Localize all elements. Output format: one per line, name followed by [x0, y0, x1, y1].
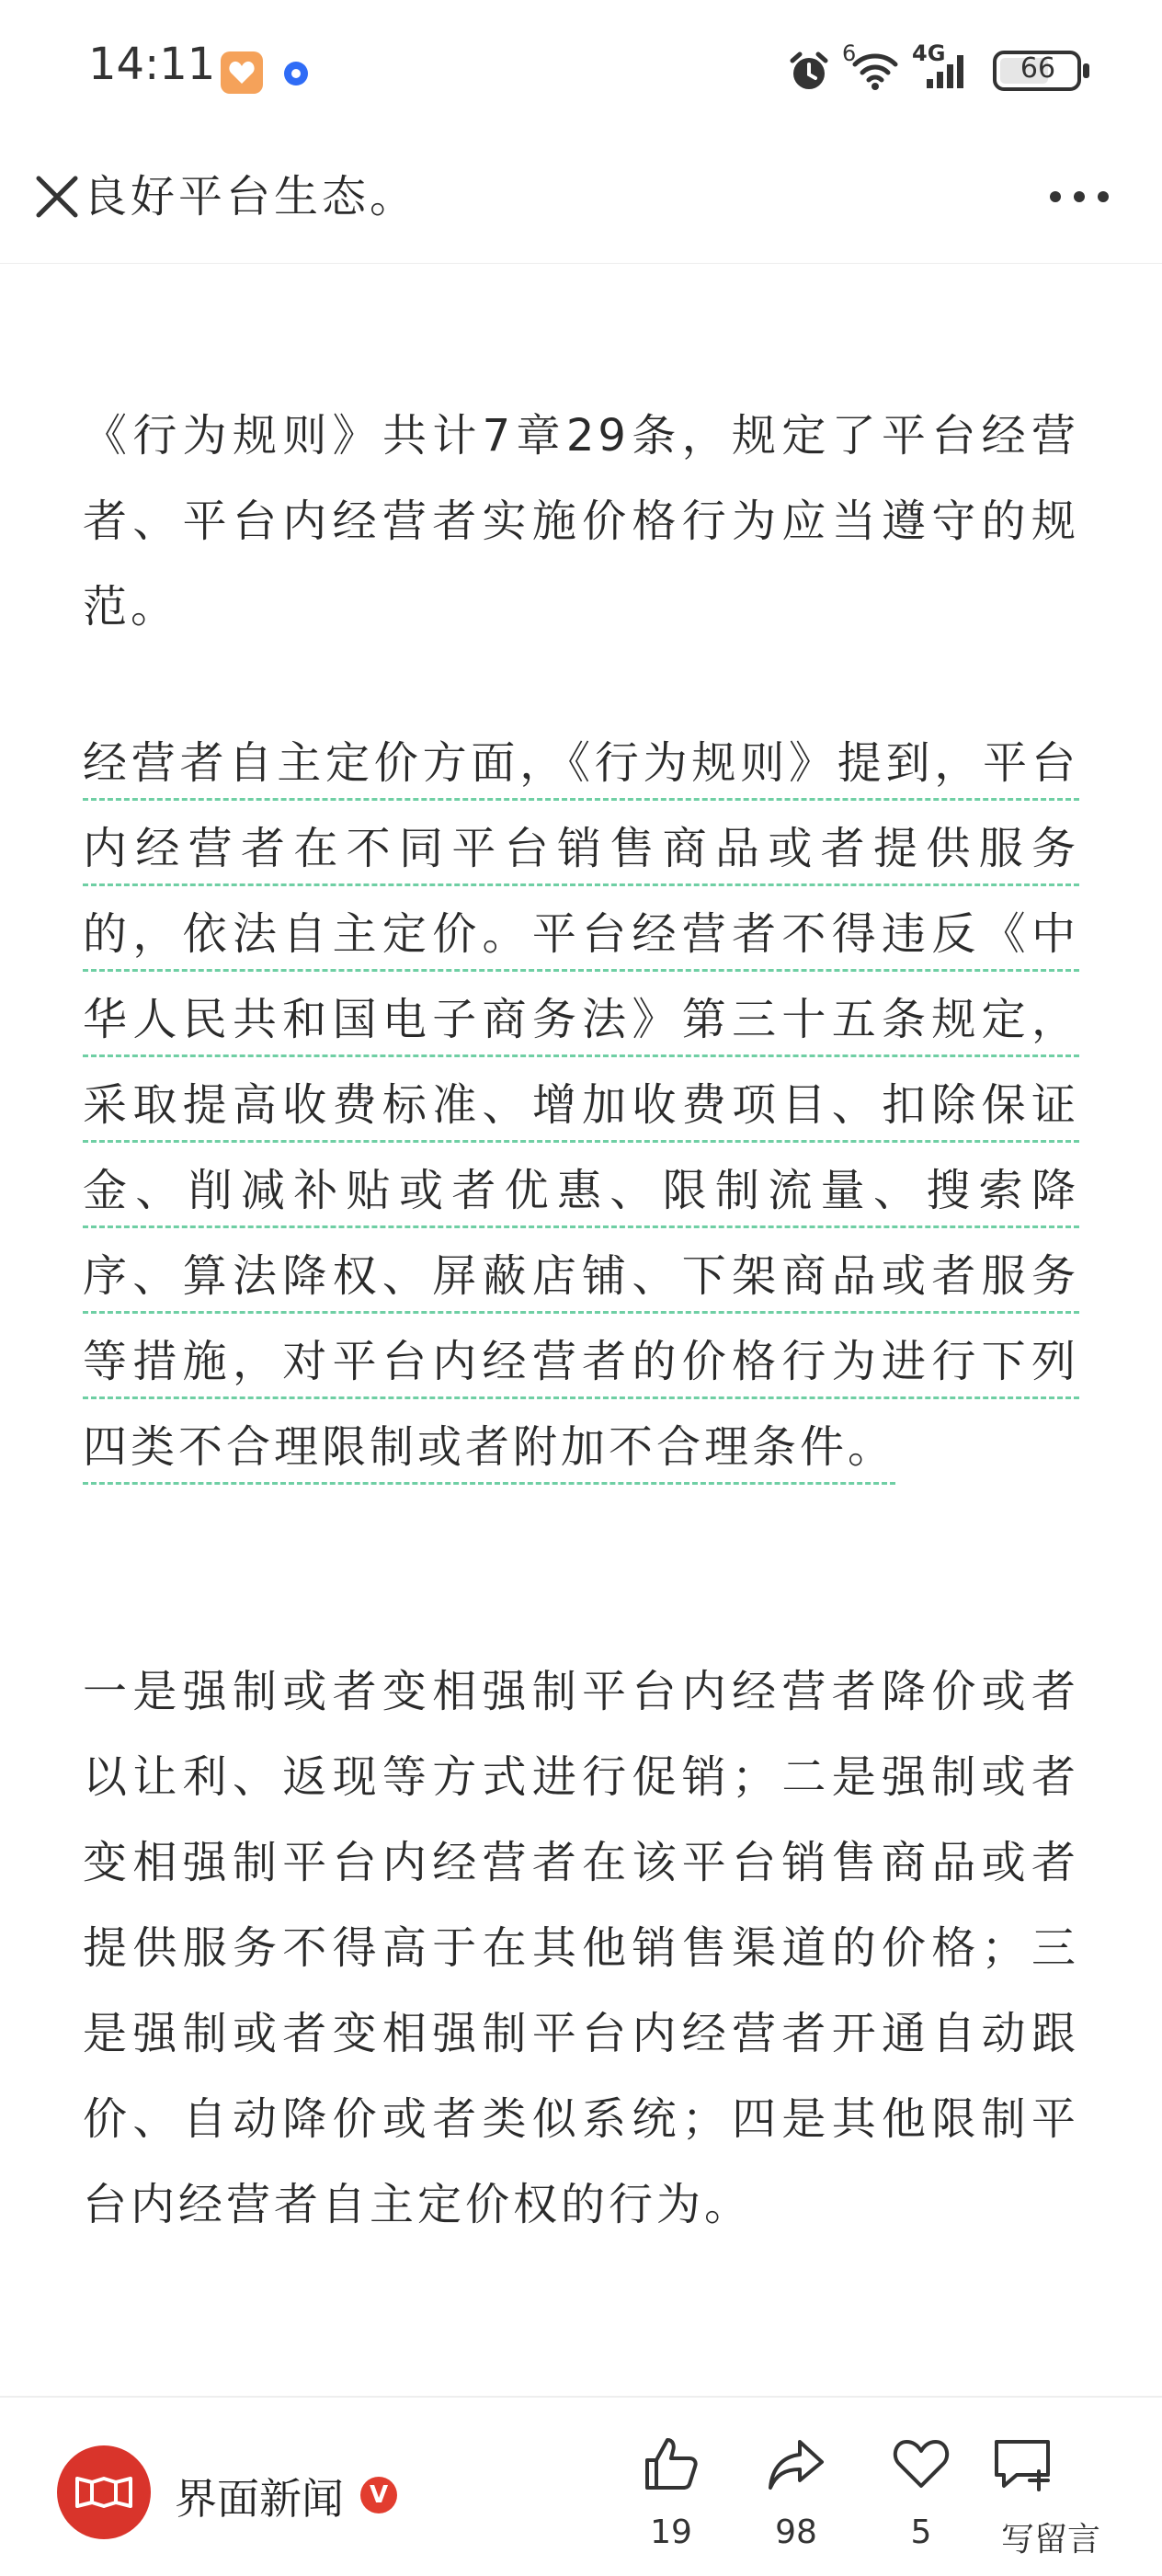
network-superscript: 6: [842, 40, 857, 66]
alarm-icon: [787, 50, 831, 97]
write-comment-button[interactable]: [991, 2434, 1111, 2563]
source-name[interactable]: 界面新闻: [175, 2474, 344, 2524]
close-button[interactable]: [28, 167, 86, 226]
like-count: 19: [650, 2513, 692, 2551]
article-body[interactable]: [0, 171, 1162, 2396]
favorite-button[interactable]: [866, 2434, 976, 2563]
share-button[interactable]: [741, 2434, 851, 2563]
bottom-action-bar: [0, 2396, 1162, 2576]
favorite-count: 5: [910, 2513, 932, 2551]
article-paragraph: 《行为规则》共计7章29条，规定了平台经营者、平台内经营者实施价格行为应当遵守的规范。: [83, 410, 1079, 633]
verified-badge: V: [360, 2477, 397, 2513]
source-logo[interactable]: [57, 2445, 151, 2539]
network-type: 4G: [912, 40, 946, 66]
battery-level: 66: [1020, 52, 1056, 85]
battery-icon: [993, 50, 1094, 92]
write-comment-label: 写留言: [1000, 2521, 1100, 2559]
status-bar: [0, 0, 1162, 147]
wifi-icon: [851, 50, 899, 96]
status-time: 14:11: [88, 39, 216, 90]
share-count: 98: [775, 2513, 817, 2551]
health-app-icon: [221, 51, 263, 94]
close-icon: [28, 212, 86, 230]
highlighted-text[interactable]: 经营者自主定价方面，《行为规则》提到，平台内经营者在不同平台销售商品或者提供服务的，依法自主定价。平台经营者不得违反《中华人民共和国电子商务法》第三十五条规定，采取提高收费标准、增加收费项目、扣除保证金、削减补贴或者优惠、限制流量、搜索降序、算法降权、屏蔽店铺、下架商品或者服务等措施，对平台内经营者的价格行为进行下列四类不合理限制或者附加不合理条件。: [83, 737, 1079, 1473]
article-paragraph-highlighted[interactable]: [83, 721, 1079, 1490]
article-paragraph-partial: 良好平台生态。: [83, 171, 418, 222]
signal-icon: [925, 53, 969, 94]
like-button[interactable]: [616, 2434, 726, 2563]
article-paragraph: 一是强制或者变相强制平台内经营者降价或者以让利、返现等方式进行促销；二是强制或者变相强制平台内经营者在该平台销售商品或者提供服务不得高于在其他销售渠道的价格；三是强制或者变相强制平台内经营者开通自动跟价、自动降价或者类似系统；四是其他限制平台内经营者自主定价权的行为。: [83, 1666, 1079, 2230]
location-app-icon: [283, 61, 309, 86]
